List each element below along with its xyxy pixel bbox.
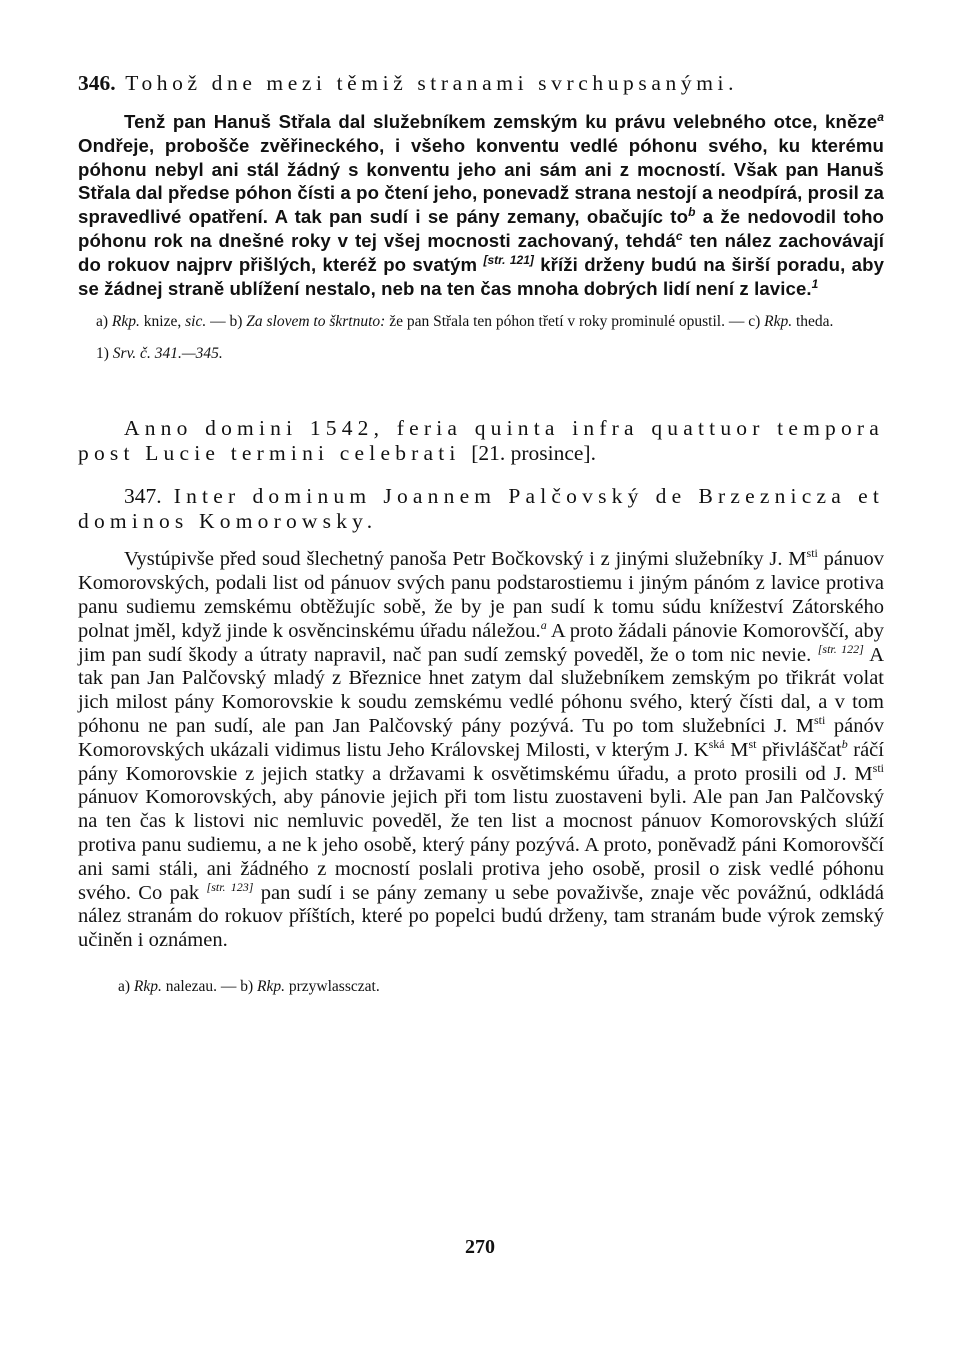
footnote-text: theda. (792, 313, 834, 331)
abbrev-superscript: ská (708, 736, 725, 751)
footnote-text: že pan Střala ten póhon třetí v roky prominulé opustil. (385, 313, 725, 331)
reference-mark: 1) (96, 345, 109, 363)
footnote-marker: a (540, 617, 547, 632)
text-run: A proto žádali pánovie Komorovščí, aby jim pan sudí škody a útraty napravil, nač pan sudí zemský poveděl, že o tom nic nevie. (78, 619, 884, 666)
entry-346-paragraph (78, 110, 884, 300)
footnote-mark: — c) (728, 313, 761, 331)
footnotes-346 (78, 312, 884, 332)
text-run: pánóv Komorovských ukázali vidimus listu Jeho Královskej Milosti, v kterým J. K (78, 714, 884, 761)
text-run: Ondřeje, probošče zvěřineckého, i všeho konventu vedlé póhonu svého, ku kterému póhonu nebyl ani stál žádný s konventu jeho ani sám ani z mocností. Však pan Hanuš Střala dal předse póhon čísti a po čtení jeho, ponevadž strana nestojí a neodpírá, prosil za spravedlivé opatření. A tak pan sudí i se pány zemany, obačujíc to (78, 134, 884, 228)
session-heading-1542 (78, 416, 884, 466)
abbrev-superscript: st (748, 736, 757, 751)
session-text: Anno domini 1542, feria quinta infra quattuor tempora post Lucie termini celebrati (78, 416, 884, 466)
text-run: přivláščat (756, 738, 842, 761)
footnote-source: Rkp. (257, 977, 286, 995)
footnotes-347 (78, 977, 884, 997)
entry-346-heading (78, 70, 884, 96)
entry-number: 347. (124, 484, 162, 509)
page-reference: [str. 122] (817, 641, 864, 656)
footnote-source: Rkp. (111, 313, 140, 331)
page-reference: [str. 123] (206, 879, 254, 894)
footnote-mark: — b) (220, 977, 254, 995)
footnote-sic: sic. (185, 313, 207, 331)
text-run: ten nález zachovávají do rokuov najprv přišlých, kteréž po svatým (78, 229, 885, 275)
abbrev-superscript: sti (806, 546, 818, 561)
entry-title: Tohož dne mezi těmiž stranami svrchupsanými. (125, 71, 739, 95)
footnote-source: Za slovem to škrtnuto: (246, 313, 386, 331)
abbrev-superscript: sti (872, 760, 884, 775)
text-run: Vystúpivše před soud šlechetný panoša Petr Bočkovský i z jinými služebníky J. M (124, 548, 807, 571)
entry-347-paragraph (78, 548, 884, 953)
text-run: ráčí pány Komorovskie z jejich statky a državami k osvětimskému úřadu, a proto prosili od J. M (78, 738, 884, 785)
footnote-source: Rkp. (764, 313, 793, 331)
footnote-text: knize, (139, 313, 186, 331)
footnote-mark: a) (96, 313, 109, 331)
entry-title: Inter dominum Joannem Palčovský de Brzeznicza et dominos Komorowsky. (78, 484, 884, 534)
reference-note (78, 344, 884, 364)
text-run: A tak pan Jan Palčovský mladý z Březnice hnet zatym dal služebníkem zemským po třikrát volat jich milost pány Komorovskie k soudu zemskému vedlé póhonu svého, který čísti dal, a v tom póhonu ne pan sudí, ale pan Jan Palčovský pány pozývá. Tu po tom služebníci J. M (78, 643, 884, 737)
document-page (78, 70, 884, 997)
reference-marker: 1 (811, 276, 819, 291)
page-reference: [str. 121] (483, 252, 534, 267)
text-run: pan sudí i se pány zemany u sebe považivše, znaje věc povážnú, odkládá nález stranám do rokuov příštích, které po popelci budú drženy, tam stranám bude výrok zemský učiněn i oznámen. (78, 881, 885, 952)
text-run: M (724, 738, 749, 761)
text-run: a že nedovodil toho póhonu rok na dnešné roky v tej všej mocnosti zachovaný, tehdá (78, 206, 884, 251)
text-run: pánuov Komorovských, podali list od pánuov svých panu podstarostiemu i jiným pánóm z lavice protiva panu sudiemu zemskému obtěžujíc sobě, že by je pan sudí k tomu súdu knížeství Zátorského polnat jměl, když jinde k osvěncinskému úřadu náležou. (78, 548, 884, 642)
page-number: 270 (465, 1236, 495, 1258)
text-run: pánuov Komorovských, aby pánovie jejich při tom listu zuostaveni byli. Ale pan Jan Palčovský na ten čas k listovi nic nemluvic povedĕl, že ten list a mocnost pánuov Komorovských slúží protiva panu sudiemu, a ne k jeho osobě, který pány pozývá. A proto, ponĕvadž páni Komorovščí ani sami stáli, ani žádného z mocností poslali protiva jeho osobě, prosil o zisk vedlé póhonu svého. Co pak (78, 786, 884, 904)
entry-347-heading (78, 484, 884, 534)
footnote-marker: b (841, 736, 848, 751)
footnote-mark: a) (118, 977, 131, 995)
footnote-marker: b (688, 205, 696, 219)
footnote-source: Rkp. (133, 977, 162, 995)
session-date: [21. prosince]. (471, 441, 596, 466)
text-run: kříži drženy budú na širší poradu, aby se žádnej straně ublížení nestalo, neb na ten čas mnoha dobrých lidí není z lavice. (78, 253, 885, 299)
footnote-marker: a (877, 109, 884, 124)
text-run: Tenž pan Hanuš Střala dal služebníkem zemským ku právu velebného otce, kněze (124, 111, 878, 132)
footnote-text: nalezau. (161, 977, 217, 995)
footnote-mark: — b) (210, 313, 243, 331)
entry-number: 346. (78, 71, 116, 95)
reference-text: Srv. č. 341.—345. (112, 345, 223, 363)
footnote-marker: c (675, 228, 683, 243)
footnote-text: przywlassczat. (285, 977, 380, 995)
abbrev-superscript: sti (813, 713, 826, 728)
